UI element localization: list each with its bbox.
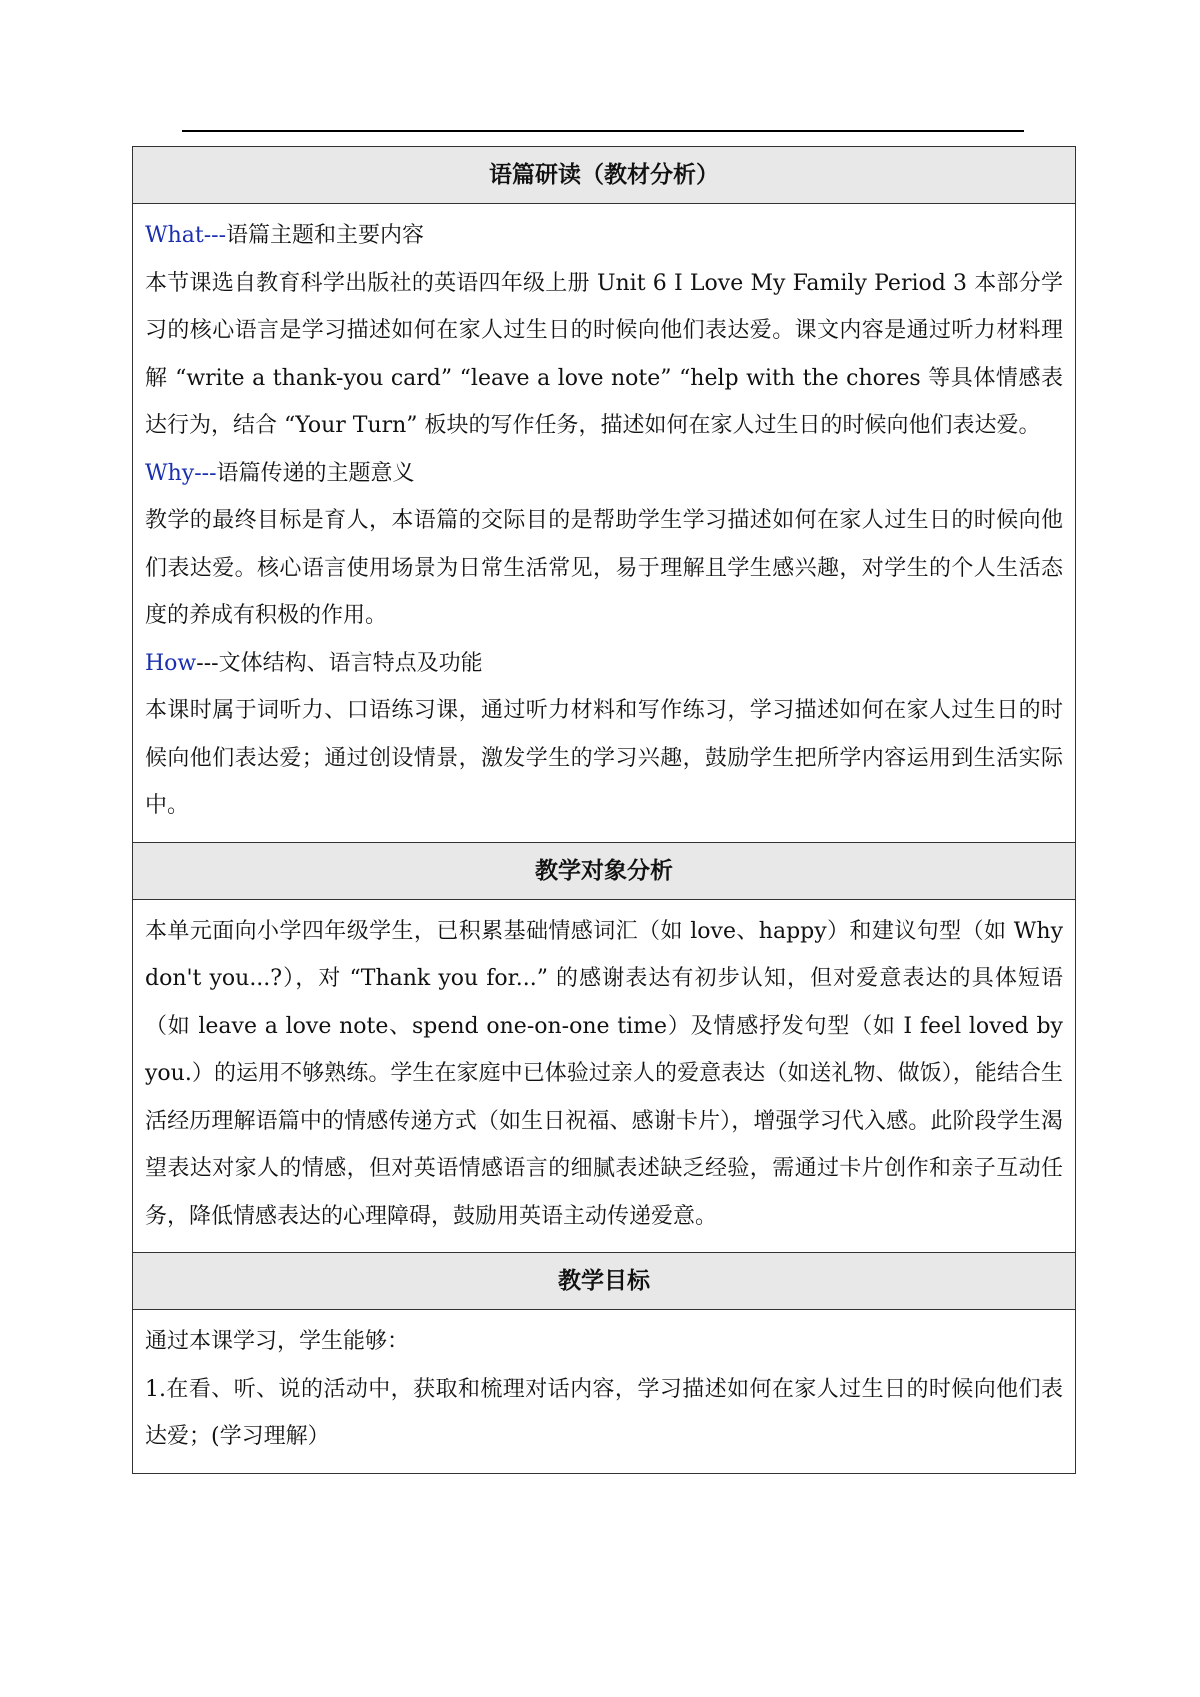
- what-heading: 语篇主题和主要内容: [226, 223, 425, 248]
- how-heading-line: [145, 640, 1063, 688]
- how-body: 本课时属于词听力、口语练习课，通过听力材料和写作练习，学习描述如何在家人过生日的时候向他们表达爱；通过创设情景，激发学生的学习兴趣，鼓励学生把所学内容运用到生活实际中。: [145, 698, 1063, 818]
- objective-item-1: 1.在看、听、说的活动中，获取和梳理对话内容，学习描述如何在家人过生日的时候向他们表达爱；(学习理解）: [145, 1376, 1063, 1449]
- learners-body: 本单元面向小学四年级学生，已积累基础情感词汇（如 love、happy）和建议句型（如 Why don't you...?），对 “Thank you for...” 的感谢表达有初步认知，但对爱意表达的具体短语（如 leave a love note、spend one-on-one time）及情感抒发句型（如 I feel loved by you.）的运用不够熟练。学生在家庭中已体验过亲人的爱意表达（如送礼物、做饭），能结合生活经历理解语篇中的情感传递方式（如生日祝福、感谢卡片），增强学习代入感。此阶段学生渴望表达对家人的情感，但对英语情感语言的细腻表述缺乏经验，需通过卡片创作和亲子互动任务，降低情感表达的心理障碍，鼓励用英语主动传递爱意。: [145, 918, 1063, 1229]
- why-body: 教学的最终目标是育人，本语篇的交际目的是帮助学生学习描述如何在家人过生日的时候向他们表达爱。核心语言使用场景为日常生活常见，易于理解且学生感兴趣，对学生的个人生活态度的养成有积极的作用。: [145, 508, 1063, 628]
- section-title-learners: 教学对象分析: [133, 843, 1075, 900]
- why-heading-line: [145, 450, 1063, 498]
- what-body: 本节课选自教育科学出版社的英语四年级上册 Unit 6 I Love My Family Period 3 本部分学习的核心语言是学习描述如何在家人过生日的时候向他们表达爱。课文内容是通过听力材料理解 “write a thank-you card” “leave a love note” “help with the chores 等具体情感表达行为，结合 “Your Turn” 板块的写作任务，描述如何在家人过生日的时候向他们表达爱。: [145, 270, 1063, 438]
- why-heading: 语篇传递的主题意义: [216, 460, 415, 486]
- section-title-analysis: 语篇研读（教材分析）: [133, 147, 1075, 204]
- why-label: Why---: [145, 460, 217, 486]
- header-rule: [182, 130, 1024, 132]
- how-label: How: [145, 650, 197, 676]
- what-label: What---: [145, 223, 227, 248]
- section-body-objectives: [133, 1310, 1075, 1473]
- lesson-plan-table: [132, 146, 1076, 1474]
- section-title-objectives: 教学目标: [133, 1253, 1075, 1310]
- section-body-analysis: [133, 204, 1075, 843]
- objectives-intro: 通过本课学习，学生能够：: [145, 1329, 410, 1354]
- how-heading: ---文体结构、语言特点及功能: [196, 650, 483, 676]
- what-heading-line: [145, 212, 1063, 260]
- section-body-learners: [133, 900, 1075, 1254]
